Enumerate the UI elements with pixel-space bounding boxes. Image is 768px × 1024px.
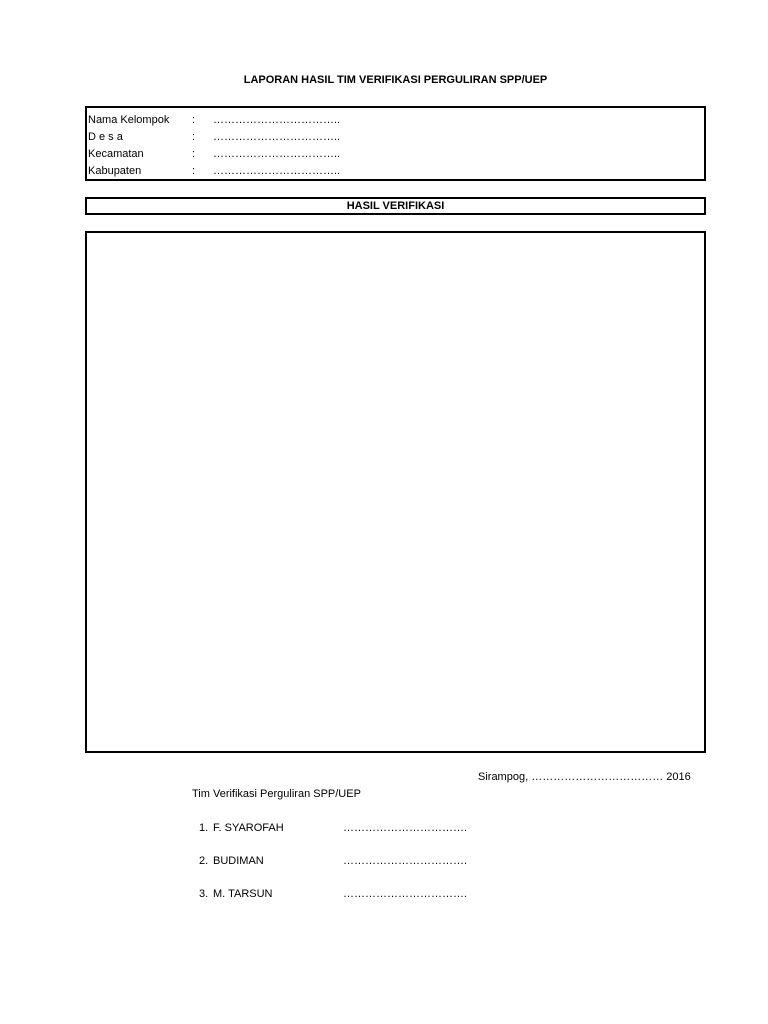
identity-colon: : [192, 165, 196, 177]
verification-result-area [85, 231, 706, 753]
identity-row-kabupaten [88, 164, 340, 178]
member-name: M. TARSUN [213, 888, 273, 900]
member-name: F. SYAROFAH [213, 822, 284, 834]
section-header-hasil-verifikasi: HASIL VERIFIKASI [85, 197, 706, 215]
identity-colon: : [192, 148, 196, 160]
identity-row-nama-kelompok [88, 113, 340, 127]
member-number: 3. [199, 888, 209, 900]
identity-row-desa [88, 130, 340, 144]
member-signature-blank: ……………………………. [343, 822, 468, 834]
member-name: BUDIMAN [213, 855, 264, 867]
identity-colon: : [192, 131, 196, 143]
identity-value-blank: …………………………….. [213, 148, 341, 160]
member-number: 1. [199, 822, 209, 834]
identity-value-blank: …………………………….. [213, 131, 341, 143]
identity-label: Nama Kelompok [88, 114, 170, 126]
document-title: LAPORAN HASIL TIM VERIFIKASI PERGULIRAN SPP/UEP [243, 74, 548, 86]
place-date-line: Sirampog, ……………………………… 2016 [478, 771, 691, 783]
identity-colon: : [192, 114, 196, 126]
identity-value-blank: …………………………….. [213, 165, 341, 177]
member-signature-blank: ……………………………. [343, 855, 468, 867]
identity-row-kecamatan [88, 147, 340, 161]
member-number: 2. [199, 855, 209, 867]
team-title: Tim Verifikasi Perguliran SPP/UEP [192, 788, 361, 800]
member-signature-blank: ……………………………. [343, 888, 468, 900]
identity-label: Kecamatan [88, 148, 144, 160]
identity-label: D e s a [88, 131, 123, 143]
identity-label: Kabupaten [88, 165, 142, 177]
identity-value-blank: …………………………….. [213, 114, 341, 126]
